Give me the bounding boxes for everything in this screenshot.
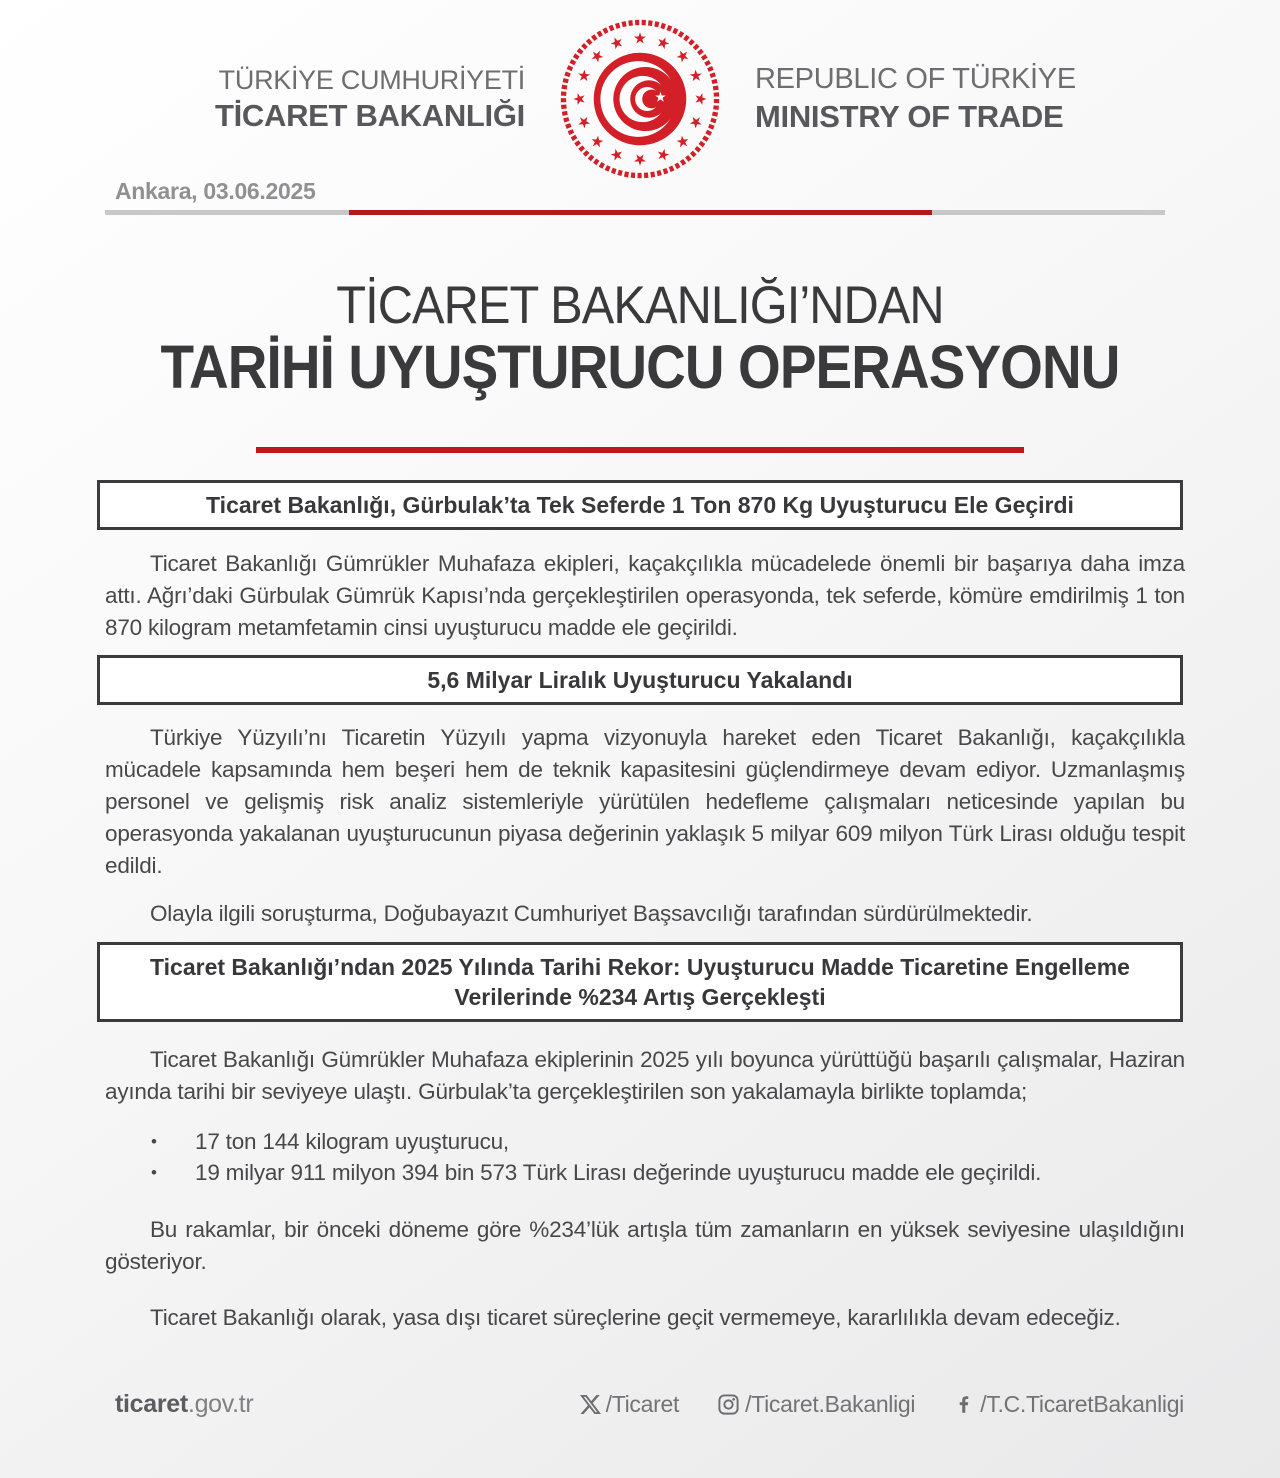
social-links xyxy=(580,1391,1184,1418)
website-url-bold: ticaret xyxy=(115,1389,188,1418)
bullet-icon: • xyxy=(151,1162,157,1182)
ministry-name-turkish xyxy=(115,65,525,134)
bullet-text: 19 milyar 911 milyon 394 bin 573 Türk Lirası değerinde uyuşturucu madde ele geçirildi. xyxy=(195,1159,1042,1185)
paragraph: Ticaret Bakanlığı Gümrükler Muhafaza ekipleri, kaçakçılıkla mücadelede önemli bir başarıya daha imza attı. Ağrı’daki Gürbulak Gümrük Kapısı’nda gerçekleştirilen operasyonda, tek seferde, kömüre emdirilmiş 1 ton 870 kilogram metamfetamin cinsi uyuşturucu madde ele geçirildi. xyxy=(105,550,1185,640)
website-url[interactable] xyxy=(115,1390,253,1419)
section-heading-box: Ticaret Bakanlığı’ndan 2025 Yılında Tarihi Rekor: Uyuşturucu Madde Ticaretine Engelleme Verilerinde %234 Artış Gerçekleşti xyxy=(97,942,1183,1022)
footer xyxy=(115,1390,1184,1419)
instagram-link[interactable] xyxy=(717,1391,915,1418)
instagram-icon xyxy=(717,1393,740,1416)
ministry-logo-icon xyxy=(551,10,729,188)
list-item xyxy=(105,1126,1185,1157)
website-url-rest: .gov.tr xyxy=(187,1389,254,1418)
instagram-handle: /Ticaret.Bakanligi xyxy=(745,1390,916,1417)
x-handle: /Ticaret xyxy=(605,1390,680,1417)
header-left-line1: TÜRKİYE CUMHURİYETİ xyxy=(218,64,525,95)
x-icon xyxy=(580,1394,601,1415)
bullet-icon: • xyxy=(151,1131,157,1151)
ministry-of-trade-logo xyxy=(551,10,729,188)
bullet-list xyxy=(105,1126,1185,1188)
bullet-text: 17 ton 144 kilogram uyuşturucu, xyxy=(195,1128,509,1154)
x-link[interactable] xyxy=(580,1391,679,1418)
logo-crescent-emblem xyxy=(594,53,687,146)
facebook-handle: /T.C.TicaretBakanligi xyxy=(980,1390,1184,1417)
header-divider xyxy=(105,210,1165,215)
paragraph: Türkiye Yüzyılı’nı Ticaretin Yüzyılı yapma vizyonuyla hareket eden Ticaret Bakanlığı, kaçakçılıkla mücadele kapsamında hem beşeri hem de teknik kapasitesini güçlendirmeye devam ediyor. Uzmanlaşmış personel ve gelişmiş risk analiz sistemleriyle yürütülen hedefleme çalışmaları neticesinde yapılan bu operasyonda yakalanan uyuşturucunun piyasa değerinin yaklaşık 5 milyar 609 milyon Türk Lirası olduğu tespit edildi. xyxy=(105,724,1185,878)
paragraph: Bu rakamlar, bir önceki döneme göre %234’lük artışla tüm zamanların en yüksek seviyesine ulaşıldığını gösteriyor. xyxy=(105,1216,1185,1274)
section-heading-box: 5,6 Milyar Liralık Uyuşturucu Yakalandı xyxy=(97,655,1183,705)
page-title-line2: TARİHİ UYUŞTURUCU OPERASYONU xyxy=(160,333,1120,401)
paragraph: Olayla ilgili soruşturma, Doğubayazıt Cumhuriyet Başsavcılığı tarafından sürdürülmektedir. xyxy=(150,900,1033,926)
paragraph: Ticaret Bakanlığı olarak, yasa dışı ticaret süreçlerine geçit vermemeye, kararlılıkla devam edeceğiz. xyxy=(150,1304,1121,1330)
ministry-name-english xyxy=(755,63,1165,135)
facebook-icon xyxy=(953,1393,975,1415)
header-left-line2: TİCARET BAKANLIĞI xyxy=(214,97,525,133)
header-right-line2: MINISTRY OF TRADE xyxy=(755,99,1064,134)
list-item xyxy=(105,1157,1185,1188)
facebook-link[interactable] xyxy=(953,1391,1184,1418)
section-heading-box: Ticaret Bakanlığı, Gürbulak’ta Tek Seferde 1 Ton 870 Kg Uyuşturucu Ele Geçirdi xyxy=(97,480,1183,530)
page-title xyxy=(0,276,1280,401)
header xyxy=(0,0,1280,188)
paragraph: Ticaret Bakanlığı Gümrükler Muhafaza ekiplerinin 2025 yılı boyunca yürüttüğü başarılı çalışmalar, Haziran ayında tarihi bir seviyeye ulaştı. Gürbulak’ta gerçekleştirilen son yakalamayla birlikte toplamda; xyxy=(105,1046,1185,1104)
page-title-line1: TİCARET BAKANLIĞI’NDAN xyxy=(336,276,944,335)
header-right-line1: REPUBLIC OF TÜRKİYE xyxy=(755,63,1076,95)
title-underline xyxy=(256,447,1024,453)
dateline: Ankara, 03.06.2025 xyxy=(115,178,316,204)
